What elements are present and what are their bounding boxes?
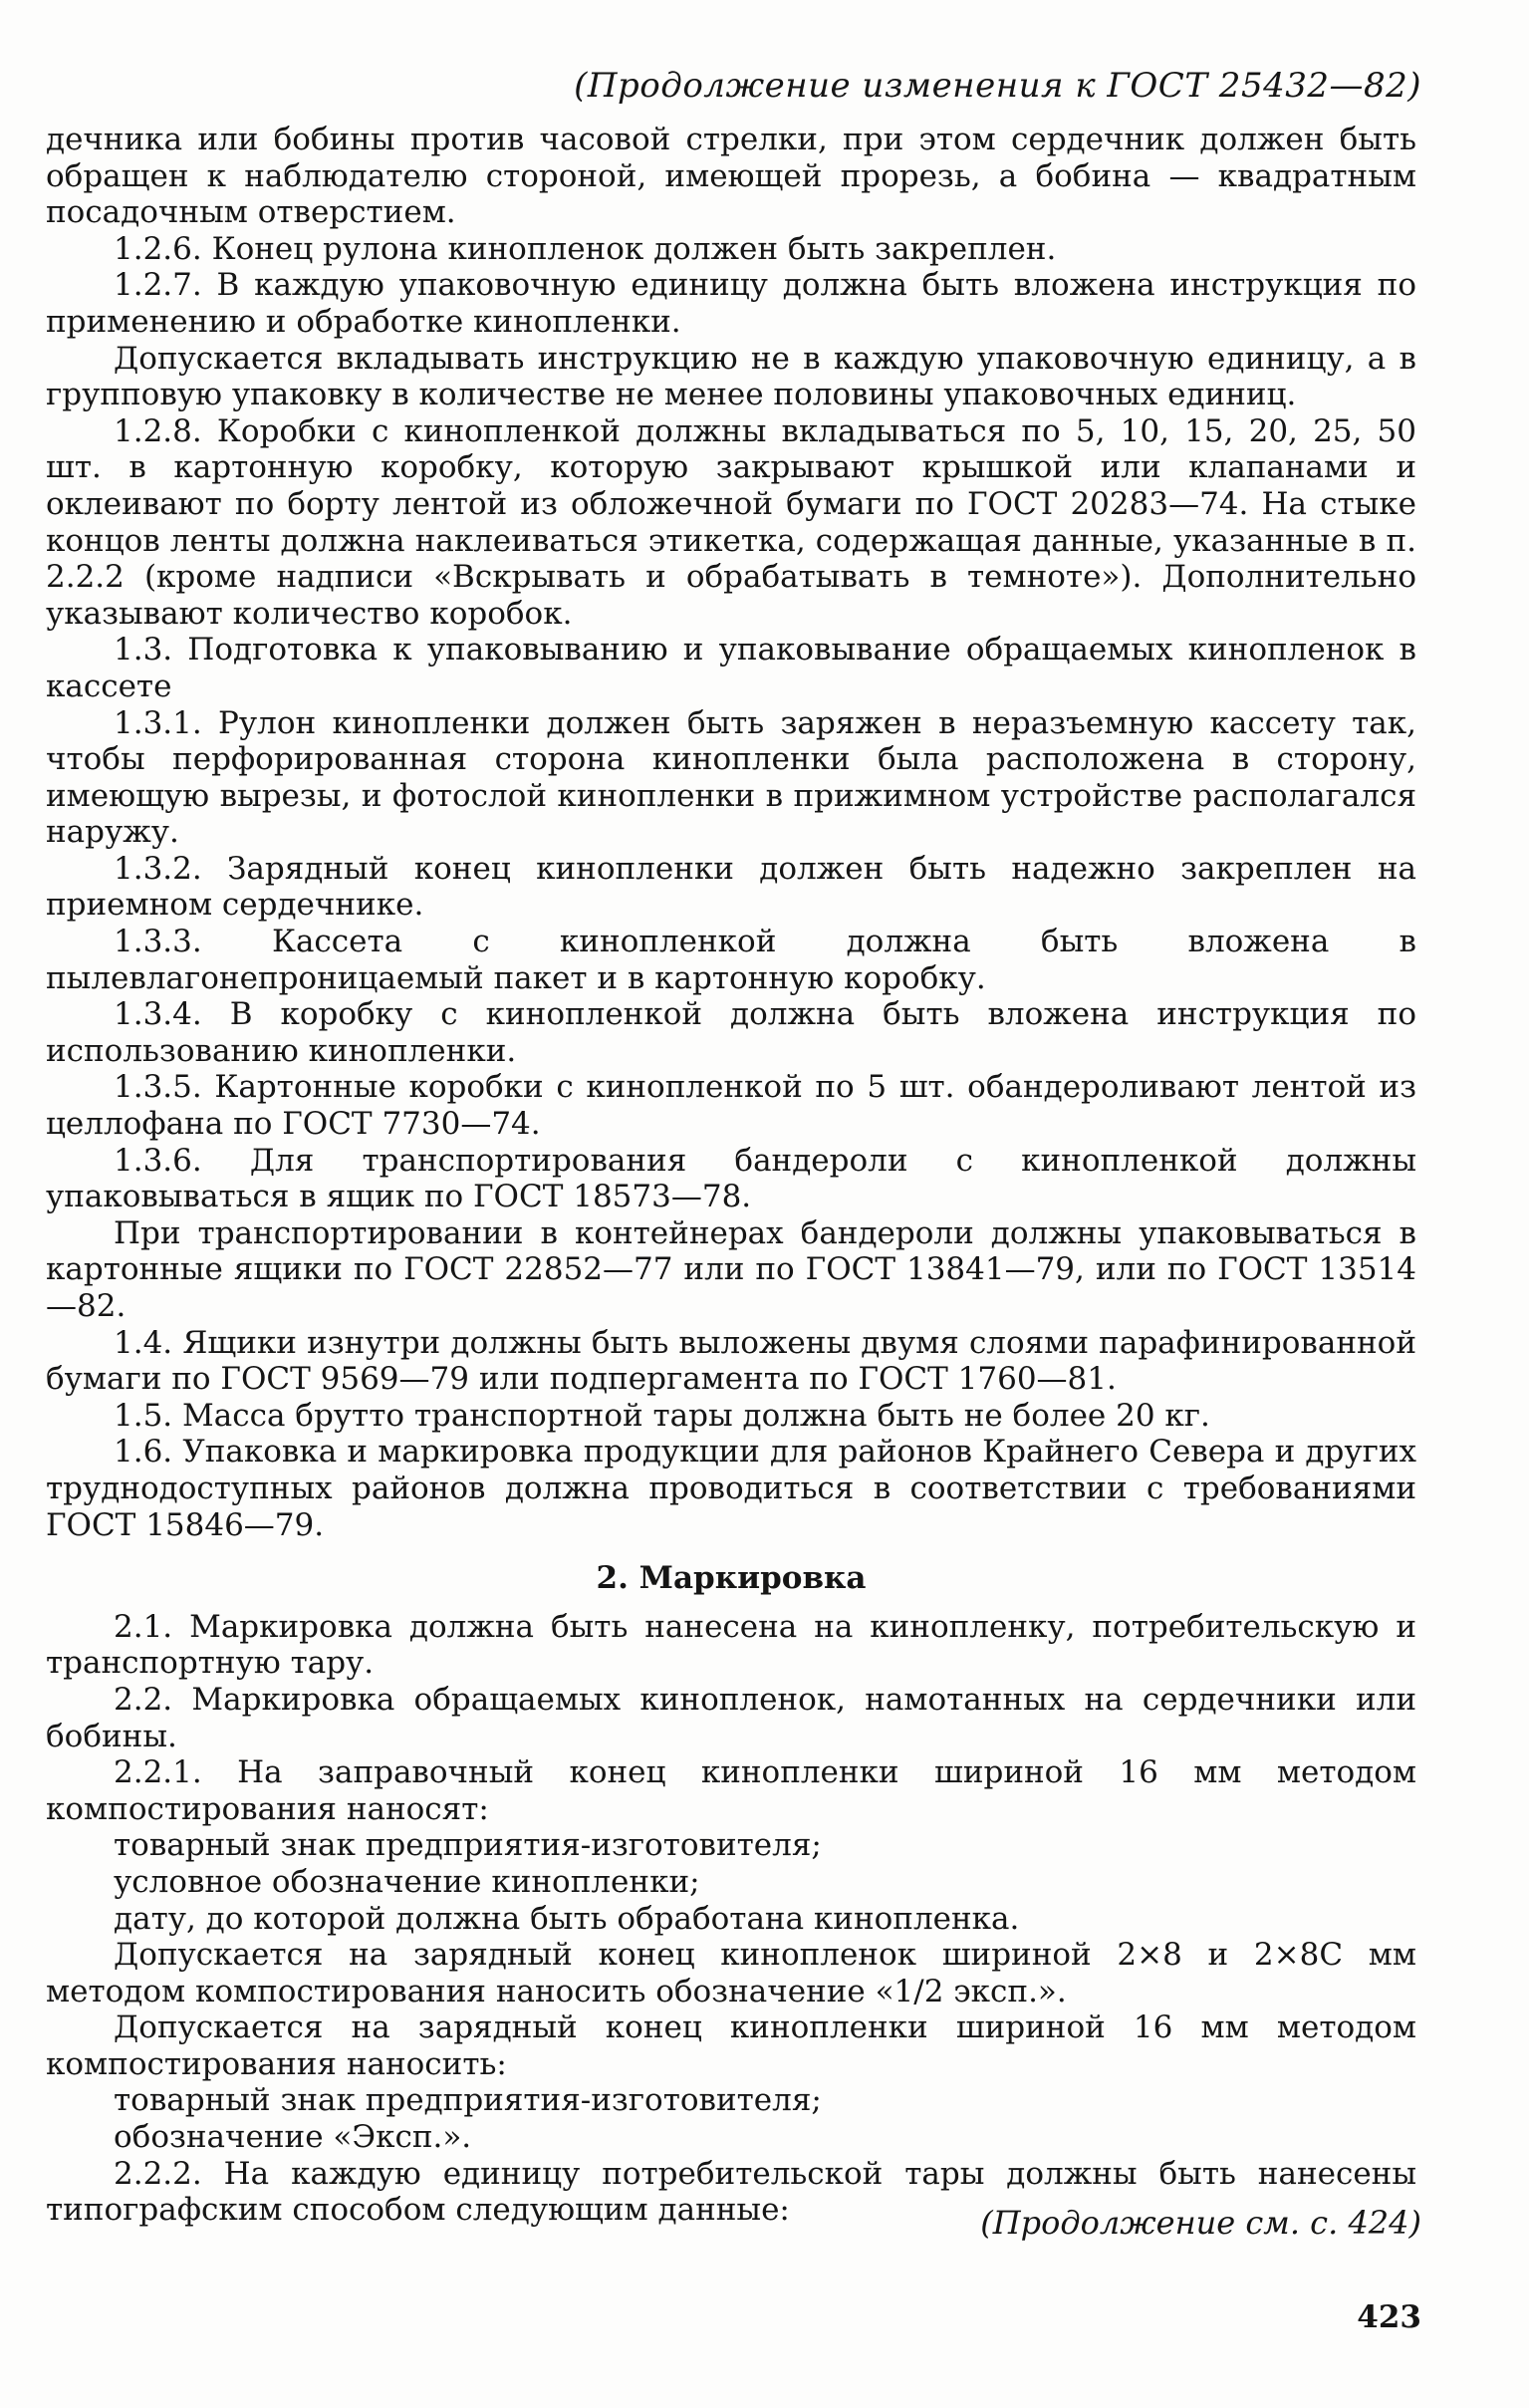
paragraph-1-3-3: 1.3.3. Кассета с кинопленкой должна быть вложена в пылевлагонепроницаемый пакет и в картонную коробку.	[46, 924, 1416, 996]
section-title: 2. Маркировка	[596, 1560, 867, 1597]
continuation-note: (Продолжение см. с. 424)	[980, 2204, 1421, 2242]
paragraph-1-3-5: 1.3.5. Картонные коробки с кинопленкой по 5 шт. обандероливают лентой из целлофана по ГОСТ 7730—74.	[46, 1069, 1416, 1143]
paragraph-2-2-1-note-2: Допускается на зарядный конец кинопленки шириной 16 мм методом компостирования наносить:	[46, 2009, 1416, 2082]
paragraph-1-6: 1.6. Упаковка и маркировка продукции для районов Крайнего Севера и других труднодоступных районов должна проводиться в соответствии с требованиями ГОСТ 15846—79.	[46, 1434, 1416, 1543]
paragraph-2-2-1: 2.2.1. На заправочный конец кинопленки шириной 16 мм методом компостирования наносят:	[46, 1754, 1416, 1827]
paragraph-1-2-7-note: Допускается вкладывать инструкцию не в каждую упаковочную единицу, а в групповую упаковку в количестве не менее половины упаковочных единиц.	[46, 340, 1416, 413]
list-item: товарный знак предприятия-изготовителя;	[114, 1827, 822, 1864]
page-number: 423	[1357, 2299, 1421, 2335]
list-item: обозначение «Эксп.».	[114, 2119, 472, 2156]
running-title: (Продолжение изменения к ГОСТ 25432—82)	[574, 66, 1421, 106]
paragraph-1-3-1: 1.3.1. Рулон кинопленки должен быть заряжен в неразъемную кассету так, чтобы перфорированная сторона кинопленки была расположена в сторону, имеющую вырезы, и фотослой кинопленки в прижимном устройстве располагался наружу.	[46, 704, 1416, 851]
paragraph-1-2-6: 1.2.6. Конец рулона кинопленок должен быть закреплен.	[114, 230, 1057, 267]
paragraph-1-2-8: 1.2.8. Коробки с кинопленкой должны вкладываться по 5, 10, 15, 20, 25, 50 шт. в картонную коробку, которую закрывают крышкой или клапанами и оклеивают по борту лентой из обложечной бумаги по ГОСТ 20283—74. На стыке концов ленты должна наклеиваться этикетка, содержащая данные, указанные в п. 2.2.2 (кроме надписи «Вскрывать и обрабатывать в темноте»). Дополнительно указывают количество коробок.	[46, 412, 1416, 632]
paragraph-2-2: 2.2. Маркировка обращаемых кинопленок, намотанных на сердечники или бобины.	[46, 1681, 1416, 1754]
body-text	[46, 122, 1416, 2229]
paragraph-1: дечника или бобины против часовой стрелки, при этом сердечник должен быть обращен к наблюдателю стороной, имеющей прорезь, а бобина — квадратным посадочным отверстием.	[46, 122, 1416, 231]
paragraph-1-3-2: 1.3.2. Зарядный конец кинопленки должен быть надежно закреплен на приемном сердечнике.	[46, 850, 1416, 924]
paragraph-1-3: 1.3. Подготовка к упаковыванию и упаковывание обращаемых кинопленок в кассете	[46, 632, 1416, 704]
paragraph-1-5: 1.5. Масса брутто транспортной тары должна быть не более 20 кг.	[114, 1397, 1210, 1434]
paragraph-1-2-7: 1.2.7. В каждую упаковочную единицу должна быть вложена инструкция по применению и обработке кинопленки.	[46, 267, 1416, 340]
paragraph-2-2-2: 2.2.2. На каждую единицу потребительской тары должны быть нанесены типографским способом следующим данные:	[46, 2155, 1416, 2229]
paragraph-1-3-4: 1.3.4. В коробку с кинопленкой должна быть вложена инструкция по использованию кинопленки.	[46, 996, 1416, 1069]
list-item: дату, до которой должна быть обработана кинопленка.	[114, 1900, 1020, 1937]
paragraph-2-2-1-note-1: Допускается на зарядный конец кинопленок шириной 2×8 и 2×8С мм методом компостирования наносить обозначение «1/2 эксп.».	[46, 1937, 1416, 2009]
paragraph-2-1: 2.1. Маркировка должна быть нанесена на кинопленку, потребительскую и транспортную тару.	[46, 1608, 1416, 1682]
paragraph-1-4: 1.4. Ящики изнутри должны быть выложены двумя слоями парафинированной бумаги по ГОСТ 9569—79 или подпергамента по ГОСТ 1760—81.	[46, 1324, 1416, 1398]
list-item: условное обозначение кинопленки;	[114, 1863, 700, 1900]
paragraph-1-3-6: 1.3.6. Для транспортирования бандероли с кинопленкой должны упаковываться в ящик по ГОСТ 18573—78.	[46, 1142, 1416, 1215]
list-item: товарный знак предприятия-изготовителя;	[114, 2082, 822, 2119]
paragraph-1-3-6-note: При транспортировании в контейнерах бандероли должны упаковываться в картонные ящики по ГОСТ 22852—77 или по ГОСТ 13841—79, или по ГОСТ 13514—82.	[46, 1214, 1416, 1324]
